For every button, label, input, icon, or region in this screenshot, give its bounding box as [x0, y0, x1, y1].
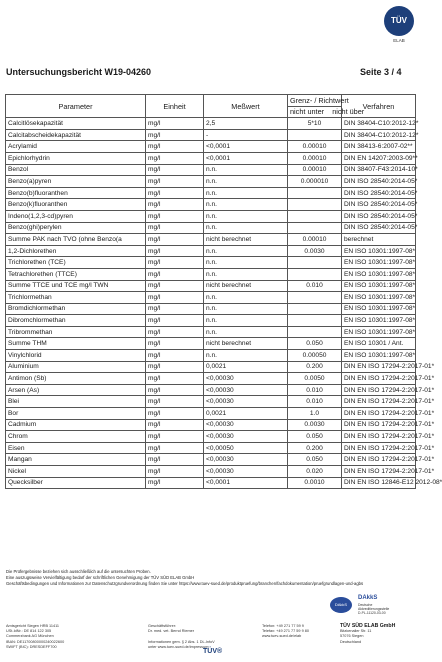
addr-line: Geschäftsführer: [148, 624, 177, 628]
cell-unit: mg/l [146, 315, 204, 327]
dakks-logo: DAkkS [358, 595, 378, 601]
cell-limit: 0.020 [288, 466, 342, 478]
cell-unit: mg/l [146, 152, 204, 164]
dakks-line-1: Deutsche [358, 603, 373, 607]
cell-limit: 0.200 [288, 442, 342, 454]
cell-value: <0,00030 [204, 384, 288, 396]
cell-limit: 0.00010 [288, 152, 342, 164]
header-limit: Grenz- / Richtwert [288, 95, 342, 107]
table-row [6, 477, 416, 489]
dakks-seal-icon: DAkkS [330, 597, 352, 613]
report-title: Untersuchungsbericht W19-04260 [6, 67, 152, 77]
cell-parameter: Chrom [6, 431, 146, 443]
cell-unit: mg/l [146, 419, 204, 431]
table-row [6, 187, 416, 199]
table-row [6, 152, 416, 164]
table-row [6, 292, 416, 304]
tuv-logo-icon: TÜV [384, 6, 414, 36]
table-row [6, 210, 416, 222]
addr-line: USt-IdNr.: DE 814 122 305 [6, 629, 52, 634]
cell-value: n.n. [204, 326, 288, 338]
cell-parameter: Trichlorethen (TCE) [6, 257, 146, 269]
header-value: Meßwert [204, 95, 288, 118]
table-row [6, 280, 416, 292]
cell-value: n.n. [204, 350, 288, 362]
cell-unit: mg/l [146, 129, 204, 141]
cell-unit: mg/l [146, 466, 204, 478]
cell-method: DIN 38413-6:2007-02** [342, 141, 416, 153]
cell-value: 0,0021 [204, 361, 288, 373]
footer-note-3: Geschäftsbedingungen und Informationen zur Datenschutzgrundverordnung finden Sie unter https://www.tuev-sued.de/produktpruefung/branchen/fachdokumentation/pruefgrundlagen-und-agbs [6, 581, 364, 586]
cell-parameter: Benzo(b)fluoranthen [6, 187, 146, 199]
table-row [6, 199, 416, 211]
table-row [6, 350, 416, 362]
table-row [6, 326, 416, 338]
cell-parameter: Vinylchlorid [6, 350, 146, 362]
cell-limit: 0.010 [288, 384, 342, 396]
cell-method: EN ISO 10301:1997-08* [342, 245, 416, 257]
cell-method: DIN EN ISO 17294-2:2017-01* [342, 431, 416, 443]
cell-parameter: Tetrachlorethen (TTCE) [6, 268, 146, 280]
cell-unit: mg/l [146, 431, 204, 443]
cell-method: DIN EN 14207:2003-09** [342, 152, 416, 164]
cell-method: DIN EN ISO 17294-2:2017-01* [342, 442, 416, 454]
cell-method: DIN ISO 28540:2014-05* [342, 222, 416, 234]
cell-value: 0,0021 [204, 408, 288, 420]
cell-method: DIN EN ISO 17294-2:2017-01* [342, 419, 416, 431]
header-limit-sub [288, 106, 365, 118]
cell-method: EN ISO 10301:1997-08* [342, 280, 416, 292]
table-row [6, 303, 416, 315]
cell-value: n.n. [204, 210, 288, 222]
cell-parameter: Cadmium [6, 419, 146, 431]
cell-method: DIN 38407-F43:2014-10* [342, 164, 416, 176]
table-row [6, 222, 416, 234]
table-row [6, 454, 416, 466]
cell-parameter: Quecksilber [6, 477, 146, 489]
cell-value: <0,0001 [204, 141, 288, 153]
cell-limit [288, 210, 342, 222]
cell-unit: mg/l [146, 257, 204, 269]
cell-value: n.n. [204, 257, 288, 269]
table-row [6, 141, 416, 153]
addr-line: Telefax: +49 271 77 59 9 80 [262, 629, 309, 634]
address-block-company [340, 624, 395, 645]
table-row [6, 396, 416, 408]
cell-unit: mg/l [146, 245, 204, 257]
cell-method: DIN EN ISO 17294-2:2017-01* [342, 454, 416, 466]
addr-line: Deutschland [340, 639, 362, 644]
cell-parameter: Indeno(1,2,3-cd)pyren [6, 210, 146, 222]
cell-unit: mg/l [146, 164, 204, 176]
cell-parameter: Mangan [6, 454, 146, 466]
cell-parameter: Bromdichlormethan [6, 303, 146, 315]
cell-value: <0,0001 [204, 477, 288, 489]
cell-limit [288, 292, 342, 304]
cell-parameter: Trichlormethan [6, 292, 146, 304]
table-row [6, 373, 416, 385]
cell-unit: mg/l [146, 338, 204, 350]
table-row [6, 234, 416, 246]
cell-method: EN ISO 10301:1997-08* [342, 268, 416, 280]
cell-limit [288, 326, 342, 338]
cell-value: <0,00030 [204, 419, 288, 431]
cell-parameter: Calcitabscheidekapazität [6, 129, 146, 141]
cell-method: DIN 38404-C10:2012-12* [342, 118, 416, 130]
cell-method: DIN ISO 28540:2014-05* [342, 187, 416, 199]
cell-value: <0,00030 [204, 454, 288, 466]
cell-limit: 5*10 [288, 118, 342, 130]
cell-limit: 0.00010 [288, 141, 342, 153]
cell-unit: mg/l [146, 454, 204, 466]
cell-value: <0,00050 [204, 442, 288, 454]
cell-unit: mg/l [146, 396, 204, 408]
cell-parameter: Summe TTCE und TCE mg/l TWN [6, 280, 146, 292]
cell-method: DIN EN ISO 17294-2:2017-01* [342, 396, 416, 408]
cell-limit: 0.200 [288, 361, 342, 373]
cell-limit: 0.0010 [288, 477, 342, 489]
cell-limit: 0.010 [288, 396, 342, 408]
cell-unit: mg/l [146, 384, 204, 396]
cell-unit: mg/l [146, 118, 204, 130]
cell-method: EN ISO 10301:1997-08* [342, 303, 416, 315]
cell-value: <0,0001 [204, 152, 288, 164]
addr-line: Commerzbank AG München [6, 634, 54, 639]
cell-limit [288, 303, 342, 315]
table-header [6, 95, 416, 107]
cell-parameter: 1,2-Dichlorethen [6, 245, 146, 257]
cell-value: n.n. [204, 245, 288, 257]
cell-value: 2,5 [204, 118, 288, 130]
cell-parameter: Bor [6, 408, 146, 420]
tuv-footer-logo: TÜV® [203, 648, 223, 655]
cell-limit: 0.050 [288, 454, 342, 466]
company-name: TÜV SÜD ELAB GmbH [340, 623, 396, 629]
cell-unit: mg/l [146, 199, 204, 211]
table-row [6, 257, 416, 269]
cell-unit: mg/l [146, 234, 204, 246]
cell-method: DIN EN ISO 17294-2:2017-01* [342, 361, 416, 373]
cell-limit: 0.00010 [288, 164, 342, 176]
cell-limit: 1.0 [288, 408, 342, 420]
cell-method: berechnet [342, 234, 416, 246]
cell-unit: mg/l [146, 303, 204, 315]
cell-value: <0,00030 [204, 431, 288, 443]
cell-parameter: Summe PAK nach TVO (ohne Benzo(a [6, 234, 146, 246]
header-unit: Einheit [146, 95, 204, 118]
cell-parameter: Antimon (Sb) [6, 373, 146, 385]
cell-parameter: Eisen [6, 442, 146, 454]
cell-parameter: Tribrommethan [6, 326, 146, 338]
addr-line: Amtsgericht Siegen HRB 11411 [6, 624, 60, 628]
cell-unit: mg/l [146, 350, 204, 362]
addr-line: Informationen gem. § 2 Abs. 1 DL-InfoV [148, 639, 215, 644]
addr-line: 57076 Siegen [340, 634, 364, 639]
cell-parameter: Arsen (As) [6, 384, 146, 396]
cell-method: DIN EN ISO 17294-2:2017-01* [342, 384, 416, 396]
cell-parameter: Benzo(k)fluoranthen [6, 199, 146, 211]
cell-value: n.n. [204, 303, 288, 315]
cell-unit: mg/l [146, 408, 204, 420]
cell-unit: mg/l [146, 210, 204, 222]
addr-line: SWIFT (BIC): DRESDEFF700 [6, 644, 57, 649]
cell-unit: mg/l [146, 141, 204, 153]
cell-unit: mg/l [146, 292, 204, 304]
cell-parameter: Acrylamid [6, 141, 146, 153]
cell-unit: mg/l [146, 477, 204, 489]
cell-value: <0,00030 [204, 396, 288, 408]
cell-method: EN ISO 10301:1997-08* [342, 292, 416, 304]
cell-limit: 0.050 [288, 431, 342, 443]
cell-parameter: Blei [6, 396, 146, 408]
cell-limit: 0.050 [288, 338, 342, 350]
table-row [6, 176, 416, 188]
table-row [6, 164, 416, 176]
dakks-line-3: D-PL-11120-03-00 [358, 611, 386, 615]
cell-limit: 0.0030 [288, 419, 342, 431]
cell-value: nicht berechnet [204, 234, 288, 246]
cell-value: n.n. [204, 268, 288, 280]
cell-method: DIN EN ISO 17294-2:2017-01* [342, 373, 416, 385]
cell-value: <0,00030 [204, 373, 288, 385]
table-row [6, 268, 416, 280]
cell-method: EN ISO 10301 / Ant. [342, 338, 416, 350]
cell-limit: 0.00050 [288, 350, 342, 362]
cell-value: n.n. [204, 164, 288, 176]
certification-logos [330, 595, 420, 617]
cell-unit: mg/l [146, 361, 204, 373]
addr-line: IBAN: DE11700800000240022600 [6, 639, 65, 644]
cell-value: n.n. [204, 187, 288, 199]
cell-method: DIN ISO 28540:2014-05* [342, 176, 416, 188]
table-row [6, 315, 416, 327]
table-row [6, 338, 416, 350]
cell-parameter: Benzol [6, 164, 146, 176]
cell-method: DIN ISO 28540:2014-05* [342, 199, 416, 211]
cell-unit: mg/l [146, 268, 204, 280]
cell-parameter: Calcitlösekapazität [6, 118, 146, 130]
cell-method: EN ISO 10301:1997-08* [342, 315, 416, 327]
cell-value: n.n. [204, 292, 288, 304]
address-block-management [148, 624, 215, 650]
cell-unit: mg/l [146, 326, 204, 338]
table-row [6, 431, 416, 443]
cell-method: DIN EN ISO 12846-E12 2012-08* [342, 477, 416, 489]
tuv-logo-sub: ELAB [393, 38, 405, 43]
cell-method: DIN ISO 28540:2014-05* [342, 210, 416, 222]
cell-limit [288, 129, 342, 141]
cell-parameter: Aluminium [6, 361, 146, 373]
cell-limit [288, 222, 342, 234]
cell-limit [288, 315, 342, 327]
table-row [6, 384, 416, 396]
cell-value: n.n. [204, 315, 288, 327]
table-row [6, 419, 416, 431]
cell-limit: 0.000010 [288, 176, 342, 188]
cell-limit [288, 257, 342, 269]
table-row [6, 408, 416, 420]
table-row [6, 118, 416, 130]
table-row [6, 466, 416, 478]
cell-parameter: Summe THM [6, 338, 146, 350]
table-row [6, 129, 416, 141]
table-row [6, 442, 416, 454]
cell-parameter: Benzo(a)pyren [6, 176, 146, 188]
addr-line: www.tuev-sued.de/elab [262, 634, 302, 639]
header-method: Verfahren [342, 95, 416, 118]
cell-parameter: Dibromchlormethan [6, 315, 146, 327]
header-parameter: Parameter [6, 95, 146, 118]
table-row [6, 361, 416, 373]
cell-limit [288, 187, 342, 199]
tuv-logo [382, 6, 416, 50]
cell-parameter: Benzo(ghi)perylen [6, 222, 146, 234]
footer-note-2: Eine auszugsweise Vervielfältigung bedarf der schriftlichen Genehmigung der TÜV SÜD ELAB GmbH [6, 575, 195, 580]
dakks-line-2: Akkreditierungsstelle [358, 607, 390, 611]
cell-method: DIN 38404-C10:2012-12* [342, 129, 416, 141]
cell-value: nicht berechnet [204, 338, 288, 350]
cell-unit: mg/l [146, 373, 204, 385]
cell-unit: mg/l [146, 176, 204, 188]
cell-method: DIN EN ISO 17294-2:2017-01* [342, 408, 416, 420]
cell-limit [288, 268, 342, 280]
results-table [5, 94, 442, 489]
table-body [6, 118, 442, 489]
cell-unit: mg/l [146, 280, 204, 292]
cell-method: EN ISO 10301:1997-08* [342, 326, 416, 338]
header-limit-high: nicht über [332, 107, 365, 117]
cell-limit: 0.0030 [288, 245, 342, 257]
cell-method: DIN EN ISO 17294-2:2017-01* [342, 466, 416, 478]
cell-value: nicht berechnet [204, 280, 288, 292]
addr-line: Bitzkenaller Str. 11 [340, 629, 372, 634]
address-block-contact [262, 624, 309, 640]
cell-limit [288, 199, 342, 211]
addr-line: Dr. med. vet. Bernd Riemer [148, 629, 194, 634]
cell-limit: 0.00010 [288, 234, 342, 246]
cell-parameter: Epichlorhydrin [6, 152, 146, 164]
cell-unit: mg/l [146, 442, 204, 454]
cell-limit: 0.0050 [288, 373, 342, 385]
cell-method: EN ISO 10301:1997-08* [342, 350, 416, 362]
cell-value: - [204, 129, 288, 141]
cell-value: n.n. [204, 199, 288, 211]
header-limit-low: nicht unter [290, 107, 325, 117]
cell-parameter: Nickel [6, 466, 146, 478]
cell-limit: 0.010 [288, 280, 342, 292]
cell-method: EN ISO 10301:1997-08* [342, 257, 416, 269]
table-row [6, 245, 416, 257]
page-number: Seite 3 / 4 [360, 67, 402, 77]
cell-value: n.n. [204, 176, 288, 188]
dakks-logo-sub [358, 603, 389, 615]
cell-unit: mg/l [146, 222, 204, 234]
address-block-registry [6, 624, 64, 650]
addr-line: unter www.tuev-sued.de/impressum [148, 644, 209, 649]
cell-unit: mg/l [146, 187, 204, 199]
footer-note-1: Die Prüfergebnisse beziehen sich ausschließlich auf die untersuchten Proben. [6, 569, 151, 574]
cell-value: n.n. [204, 222, 288, 234]
addr-line: Telefon: +49 271 77 59 9 [262, 624, 304, 628]
cell-value: <0,00030 [204, 466, 288, 478]
